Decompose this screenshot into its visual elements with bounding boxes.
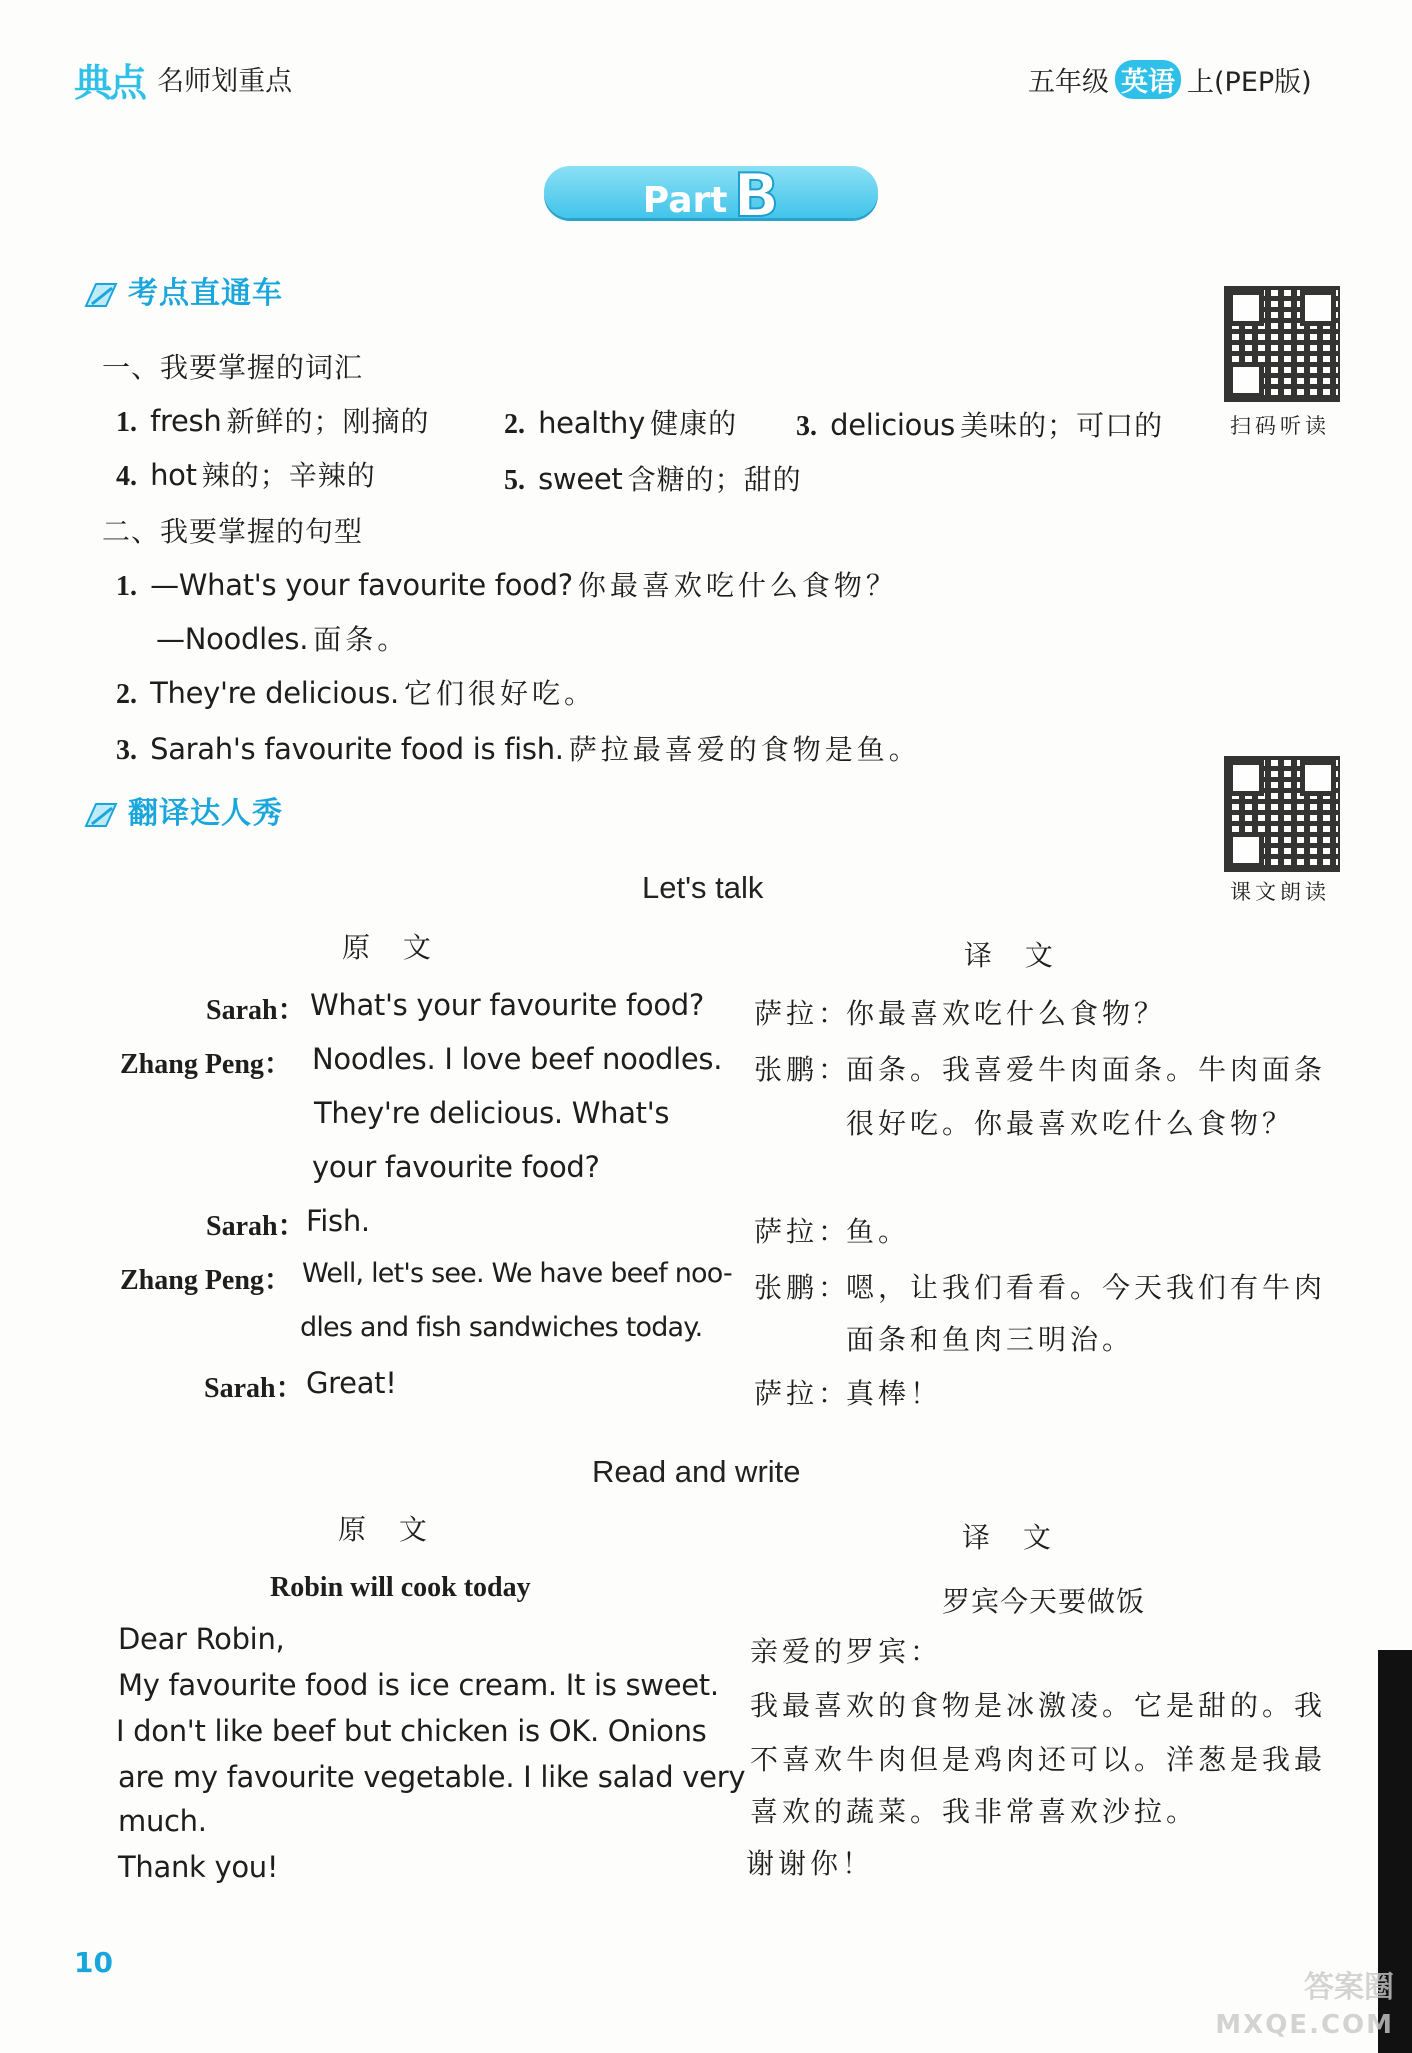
letter-line-en: are my favourite vegetable. I like salad very <box>118 1760 746 1794</box>
letter-line-zh: 喜欢的蔬菜。我非常喜欢沙拉。 <box>750 1795 1199 1828</box>
vocab-number: 3. <box>796 411 817 442</box>
letter-line-zh: 亲爱的罗宾： <box>750 1635 943 1668</box>
dialogue-en: dles and fish sandwiches today. <box>300 1312 703 1343</box>
pen-icon <box>82 280 122 310</box>
vocab-word: delicious <box>830 408 955 442</box>
speaker-zh: 张鹏： <box>754 1271 851 1304</box>
letter-line-zh: 我最喜欢的食物是冰激凌。它是甜的。我 <box>750 1689 1327 1722</box>
brand-name: 名师划重点 <box>157 66 293 97</box>
sentence-zh: 面条。 <box>313 623 410 656</box>
dialogue-zh: 面条和鱼肉三明治。 <box>846 1323 1135 1356</box>
vocab-word: fresh <box>150 404 222 438</box>
dialogue-en: your favourite food? <box>312 1150 600 1184</box>
qr-corner <box>1228 290 1264 326</box>
talk-col-original: 原 文 <box>342 931 443 964</box>
section-title-text: 考点直通车 <box>128 276 283 311</box>
subject-badge: 英语 <box>1115 60 1181 99</box>
speaker-label: Zhang Peng： <box>120 1265 292 1296</box>
section-title-text: 翻译达人秀 <box>128 796 283 831</box>
watermark-url: MXQE.COM <box>1215 2010 1394 2040</box>
speaker-zh: 萨拉： <box>754 997 851 1030</box>
speaker-label: Sarah： <box>206 995 306 1026</box>
dialogue-en: They're delicious. What's <box>314 1096 670 1130</box>
vocab-word: sweet <box>538 462 623 496</box>
vocab-word: healthy <box>538 406 645 440</box>
sentence-item <box>116 728 921 768</box>
vocab-word: hot <box>150 458 197 492</box>
sentence-item <box>116 672 596 712</box>
vocab-item <box>796 404 1163 444</box>
course-info <box>1028 60 1312 99</box>
talk-title: Let's talk <box>642 870 764 905</box>
read-col-original: 原 文 <box>338 1513 439 1546</box>
vocab-number: 2. <box>504 409 525 440</box>
part-banner <box>544 161 878 231</box>
dialogue-zh: 真棒！ <box>846 1377 943 1410</box>
letter-title-en: Robin will cook today <box>270 1572 531 1603</box>
pen-icon <box>82 800 122 830</box>
edition-label: 上(PEP版) <box>1187 67 1312 98</box>
sentence-en: Sarah's favourite food is fish. <box>150 732 564 766</box>
letter-line-zh: 不喜欢牛肉但是鸡肉还可以。洋葱是我最 <box>750 1743 1327 1776</box>
letter-line-en: Thank you! <box>118 1850 279 1884</box>
qr-corner <box>1300 290 1336 326</box>
vocab-meaning: 美味的；可口的 <box>960 409 1164 442</box>
dialogue-en: Fish. <box>306 1204 370 1238</box>
vocab-item <box>504 402 737 442</box>
sentence-item <box>116 564 898 604</box>
section-title-key-points <box>82 268 283 312</box>
sentence-en: —Noodles. <box>156 622 309 656</box>
vocab-number: 4. <box>116 461 137 492</box>
section-title-translation <box>82 788 283 832</box>
dialogue-en: Well, let's see. We have beef noo- <box>302 1258 732 1289</box>
qr-corner <box>1300 760 1336 796</box>
dialogue-en: Great! <box>306 1366 397 1400</box>
speaker-zh: 萨拉： <box>754 1215 851 1248</box>
speaker-label: Sarah： <box>206 1211 306 1242</box>
page-number: 10 <box>74 1946 113 1979</box>
qr-corner <box>1228 760 1264 796</box>
sentence-zh: 它们很好吃。 <box>404 677 597 710</box>
talk-col-translation: 译 文 <box>964 939 1065 972</box>
qr-caption-listen: 扫码听读 <box>1230 414 1330 438</box>
sentence-number: 1. <box>116 571 137 602</box>
read-col-translation: 译 文 <box>962 1521 1063 1554</box>
vocab-meaning: 新鲜的；刚摘的 <box>226 405 430 438</box>
brand-logo: 典点 <box>74 61 145 105</box>
vocab-meaning: 含糖的；甜的 <box>627 463 802 496</box>
letter-line-en: My favourite food is ice cream. It is sweet. <box>118 1668 719 1702</box>
dialogue-en: What's your favourite food? <box>310 988 704 1022</box>
speaker-label: Sarah： <box>204 1373 304 1404</box>
sentence-item <box>156 618 409 658</box>
read-title: Read and write <box>592 1454 801 1489</box>
letter-line-en: I don't like beef but chicken is OK. Onions <box>116 1714 707 1748</box>
watermark-logo: 答案圈 <box>1304 1970 1394 2005</box>
sentence-number: 3. <box>116 735 137 766</box>
part-letter: B <box>733 161 780 231</box>
vocab-meaning: 健康的 <box>650 407 738 440</box>
dialogue-zh: 很好吃。你最喜欢吃什么食物？ <box>846 1107 1295 1140</box>
qr-code-listen[interactable] <box>1224 286 1340 402</box>
vocab-item <box>116 454 376 494</box>
qr-caption-read-aloud: 课文朗读 <box>1230 880 1330 904</box>
header <box>74 52 292 107</box>
dialogue-zh: 你最喜欢吃什么食物？ <box>846 997 1167 1030</box>
dialogue-zh: 鱼。 <box>846 1215 911 1248</box>
speaker-zh: 张鹏： <box>754 1053 851 1086</box>
dialogue-en: Noodles. I love beef noodles. <box>312 1042 723 1076</box>
vocab-item <box>504 458 802 498</box>
sentence-en: They're delicious. <box>150 676 399 710</box>
letter-line-zh: 谢谢你！ <box>746 1847 875 1880</box>
speaker-label: Zhang Peng： <box>120 1049 292 1080</box>
vocab-number: 1. <box>116 407 137 438</box>
dialogue-zh: 嗯，让我们看看。今天我们有牛肉 <box>846 1271 1327 1304</box>
speaker-zh: 萨拉： <box>754 1377 851 1410</box>
qr-corner <box>1228 362 1264 398</box>
sentence-zh: 你最喜欢吃什么食物？ <box>577 569 898 602</box>
qr-code-read-aloud[interactable] <box>1224 756 1340 872</box>
part-word: Part <box>642 180 728 221</box>
sentence-number: 2. <box>116 679 137 710</box>
qr-corner <box>1228 832 1264 868</box>
vocab-item <box>116 400 430 440</box>
sentence-heading: 二、我要掌握的句型 <box>102 515 364 548</box>
vocab-meaning: 辣的；辛辣的 <box>201 459 376 492</box>
sentence-en: —What's your favourite food? <box>150 568 573 602</box>
grade-label: 五年级 <box>1028 67 1109 98</box>
vocab-heading: 一、我要掌握的词汇 <box>102 351 364 384</box>
letter-line-en: much. <box>118 1804 207 1838</box>
sentence-zh: 萨拉最喜爱的食物是鱼。 <box>568 733 921 766</box>
vocab-number: 5. <box>504 465 525 496</box>
dialogue-zh: 面条。我喜爱牛肉面条。牛肉面条 <box>846 1053 1327 1086</box>
letter-line-en: Dear Robin, <box>118 1622 285 1656</box>
letter-title-zh: 罗宾今天要做饭 <box>942 1585 1146 1618</box>
